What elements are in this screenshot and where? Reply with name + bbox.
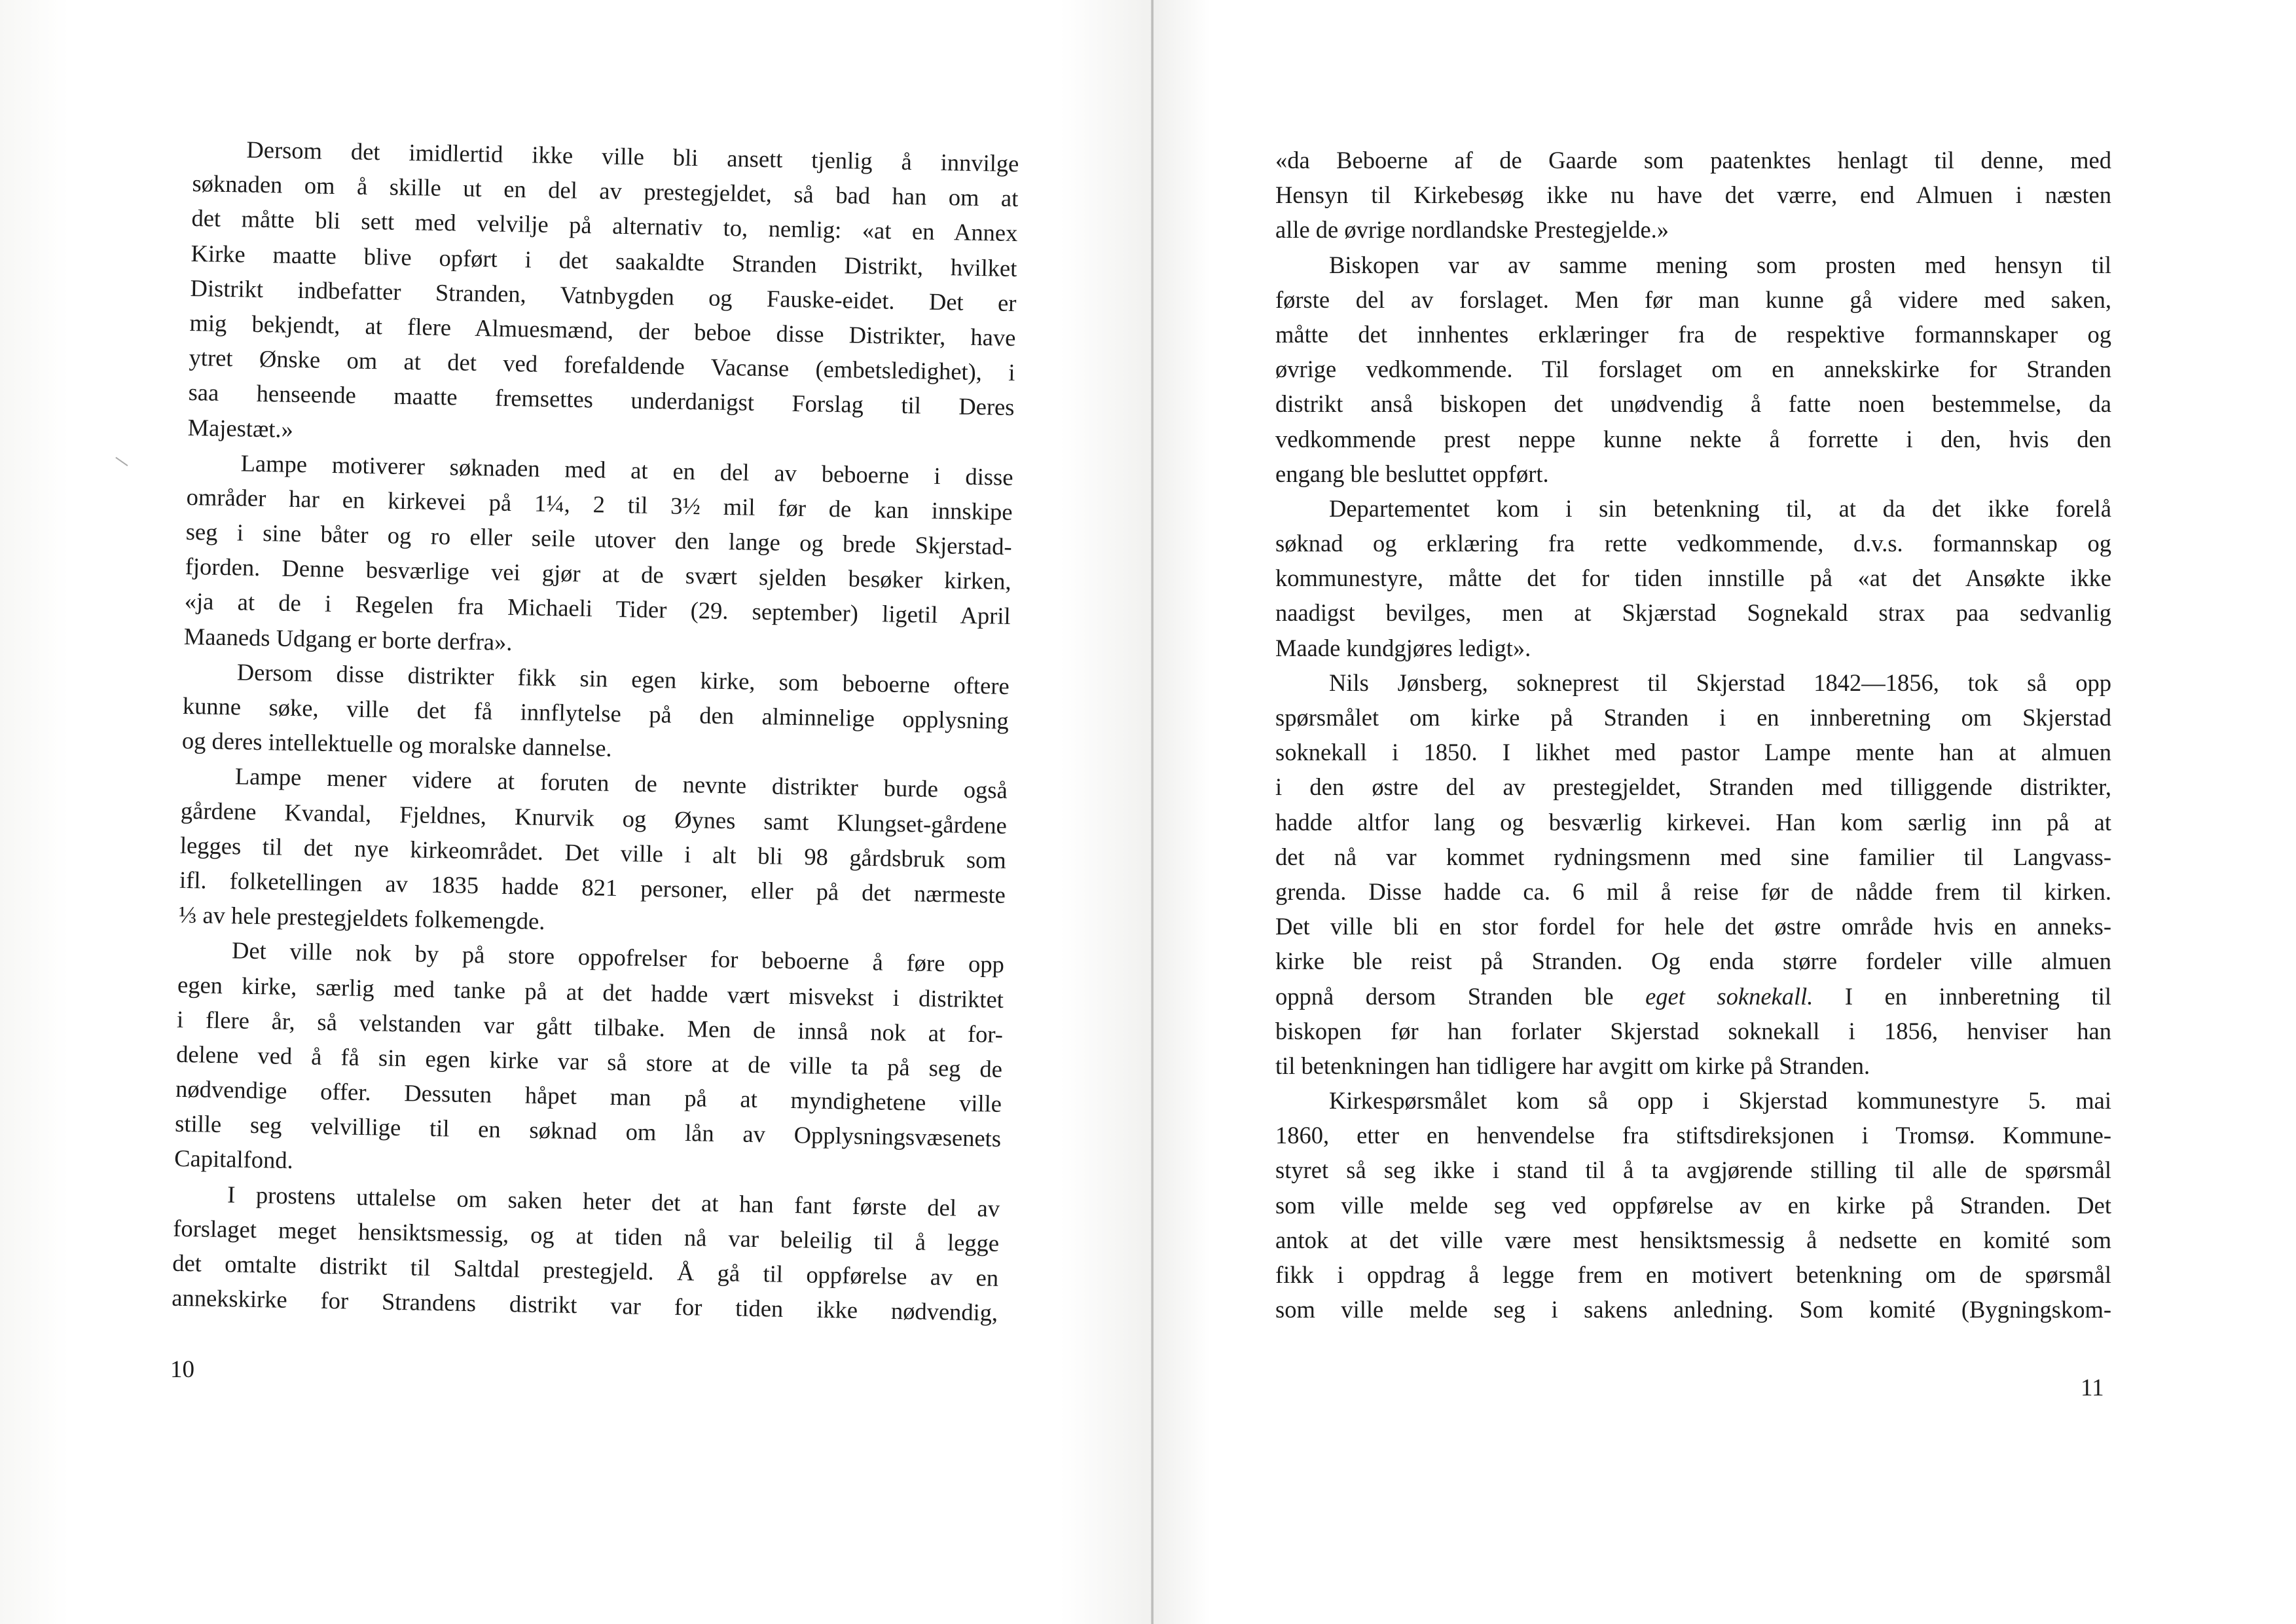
text-line: mig bekjendt, at flere Almuesmænd, der beboe disse Distrikter, have	[189, 308, 1016, 352]
text-line: grenda. Disse hadde ca. 6 mil å reise før de nådde frem til kirken.	[1275, 877, 2111, 905]
text-line: til betenkningen han tidligere har avgitt om kirke på Stranden.	[1275, 1052, 1870, 1079]
page-number: 11	[2081, 1375, 2104, 1401]
text-line: naadigst bevilges, men at Skjærstad Sognekald strax paa sedvanlig	[1275, 599, 2111, 627]
text-line: Kirkespørsmålet kom så opp i Skjerstad kommunestyre 5. mai	[1329, 1087, 2111, 1115]
text-line: stille seg velvillige til en søknad om lån av Opplysningsvæsenets	[174, 1109, 1002, 1153]
text-line: Maade kundgjøres ledigt».	[1275, 634, 1531, 661]
text-line: Dersom det imidlertid ikke ville bli ansett tjenlig å innvilge	[246, 136, 1019, 177]
text-line: områder har en kirkevei på 1¼, 2 til 3½ mil før de kan innskipe	[186, 483, 1013, 525]
text-line: delene ved å få sin egen kirke var så store at de ville ta på seg de	[175, 1040, 1003, 1082]
text-line: kommunestyre, måtte det for tiden innstille på «at det Ansøkte ikke	[1275, 564, 2111, 592]
text-line: som ville melde seg i sakens anledning. Som komité (Bygningskom-	[1275, 1296, 2111, 1323]
text-line: ifl. folketellingen av 1835 hadde 821 personer, eller på det nærmeste	[179, 866, 1006, 908]
page-number: 10	[170, 1356, 194, 1383]
text-line: Kirke maatte blive opført i det saakaldte Stranden Distrikt, hvilket	[191, 239, 1017, 282]
text-line: det nå var kommet rydningsmenn med sine familier til Langvass-	[1275, 843, 2111, 870]
text-line: kirke ble reist på Stranden. Og enda større fordeler ville almuen	[1275, 948, 2111, 975]
text-line: annekskirke for Strandens distrikt var for tiden ikke nødvendig,	[171, 1283, 998, 1327]
text-fragment: oppnå dersom Stranden ble	[1275, 982, 1646, 1010]
text-line: alle de øvrige nordlandske Prestegjelde.»	[1275, 216, 1669, 244]
text-line: forslaget meget hensiktsmessig, og at tiden nå var beleilig til å legge	[172, 1214, 1000, 1257]
text-line: søknaden om å skille ut en del av prestegjeldet, så bad han om at	[192, 170, 1019, 212]
text-line: antok at det ville være mest hensiktsmessig å nedsette en komité som	[1275, 1226, 2111, 1253]
right-page-body	[1275, 143, 2111, 1327]
text-line: Dersom disse distrikter fikk sin egen kirke, som beboerne oftere	[236, 658, 1010, 699]
text-line: 1860, etter en henvendelse fra stiftsdireksjonen i Tromsø. Kommune-	[1275, 1122, 2111, 1149]
text-line: Hensyn til Kirkebesøg ikke nu have det værre, end Almuen i næsten	[1275, 181, 2111, 209]
text-line: måtte det innhentes erklæringer fra de respektive formannskaper og	[1275, 320, 2111, 348]
text-line: saa henseende maatte fremsettes underdanigst Forslag til Deres	[188, 378, 1015, 421]
text-line: og deres intellektuelle og moralske dannelse.	[181, 727, 613, 762]
text-line: øvrige vedkommende. Til forslaget om en annekskirke for Stranden	[1275, 356, 2111, 383]
text-line: fjorden. Denne besværlige vei gjør at de svært sjelden besøker kirken,	[185, 553, 1011, 595]
text-line: soknekall i 1850. I likhet med pastor Lampe mente han at almuen	[1275, 739, 2111, 766]
text-line: Det ville nok by på store oppofrelser for beboerne å føre opp	[231, 936, 1005, 978]
text-line: Nils Jønsberg, sokneprest til Skjerstad 1842—1856, tok så opp	[1329, 669, 2111, 696]
text-line: Majestæt.»	[187, 413, 294, 443]
text-line: biskopen før han forlater Skjerstad soknekall i 1856, henviser han	[1275, 1017, 2111, 1044]
text-line: det omtalte distrikt til Saltdal prestegjeld. Å gå til oppførelse av en	[172, 1249, 999, 1291]
text-line: I prostens uttalelse om saken heter det at han fant første del av	[227, 1180, 1000, 1222]
scan-mark	[112, 457, 128, 471]
text-line: Capitalfond.	[173, 1145, 294, 1174]
left-page-body	[172, 131, 1019, 1330]
text-line: Lampe motiverer søknaden med at en del av beboerne i disse	[240, 449, 1013, 490]
text-line: distrikt anså biskopen det unødvendig å fatte noen bestemmelse, da	[1275, 390, 2111, 418]
text-line-with-italic	[1275, 979, 2111, 1014]
text-line: «ja at de i Regelen fra Michaeli Tider (29. september) ligetil April	[184, 587, 1011, 630]
text-line: seg i sine båter og ro eller seile utover den lange og brede Skjerstad-	[185, 517, 1012, 561]
text-line: første del av forslaget. Men før man kunne gå videre med saken,	[1275, 286, 2111, 313]
text-line: vedkommende prest neppe kunne nekte å forrette i den, hvis den	[1275, 425, 2111, 452]
text-line: Maaneds Udgang er borte derfra».	[183, 622, 513, 655]
text-line: styret så seg ikke i stand til å ta avgjørende stilling til alle de spørsmål	[1275, 1156, 2111, 1184]
text-line: egen kirke, særlig med tanke på at det hadde vært misvekst i distriktet	[177, 970, 1004, 1013]
text-line: i flere år, så velstanden var gått tilbake. Men de innså nok at for-	[176, 1005, 1004, 1048]
text-line: i den østre del av prestegjeldet, Stranden med tilliggende distrikter,	[1275, 773, 2111, 801]
text-line: fikk i oppdrag å legge frem en motivert betenkning om de spørsmål	[1275, 1261, 2111, 1288]
text-line: engang ble besluttet oppført.	[1275, 460, 1549, 487]
text-line: Lampe mener videre at foruten de nevnte distrikter burde også	[234, 762, 1008, 804]
text-line: kunne søke, ville det få innflytelse på den alminnelige opplysning	[182, 692, 1010, 734]
text-line: Biskopen var av samme mening som prosten med hensyn til	[1329, 251, 2111, 278]
text-line: gårdene Kvandal, Fjeldnes, Knurvik og Øynes samt Klungset-gårdene	[180, 796, 1008, 839]
text-fragment: I en innberetning til	[1813, 982, 2111, 1010]
text-line: «da Beboerne af de Gaarde som paatenktes henlagt til denne, med	[1275, 147, 2111, 174]
text-line: spørsmålet om kirke på Stranden i en innberetning om Skjerstad	[1275, 704, 2111, 731]
text-line: nødvendige offer. Dessuten håpet man på at myndighetene ville	[175, 1075, 1002, 1117]
text-line: Distrikt indbefatter Stranden, Vatnbygden og Fauske-eidet. Det er	[190, 274, 1017, 316]
text-line: som ville melde seg ved oppførelse av en kirke på Stranden. Det	[1275, 1191, 2111, 1219]
text-line: legges til det nye kirkeområdet. Det ville i alt bli 98 gårdsbruk som	[179, 831, 1007, 874]
italic-phrase: eget soknekall.	[1645, 982, 1813, 1010]
text-line: ytret Ønske om at det ved forefaldende Vacanse (embetsledighet), i	[189, 344, 1015, 386]
text-line: det måtte bli sett med velvilje på alternativ to, nemlig: «at en Annex	[191, 204, 1018, 247]
text-line: ⅓ av hele prestegjeldets folkemengde.	[178, 900, 545, 935]
text-line: hadde altfor lang og besværlig kirkevei. Han kom særlig inn på at	[1275, 808, 2111, 836]
text-line: Departementet kom i sin betenkning til, at da det ikke forelå	[1329, 494, 2111, 522]
text-line: søknad og erklæring fra rette vedkommende, d.v.s. formannskap og	[1275, 530, 2111, 557]
text-line: Det ville bli en stor fordel for hele det østre område hvis en anneks-	[1275, 913, 2111, 940]
